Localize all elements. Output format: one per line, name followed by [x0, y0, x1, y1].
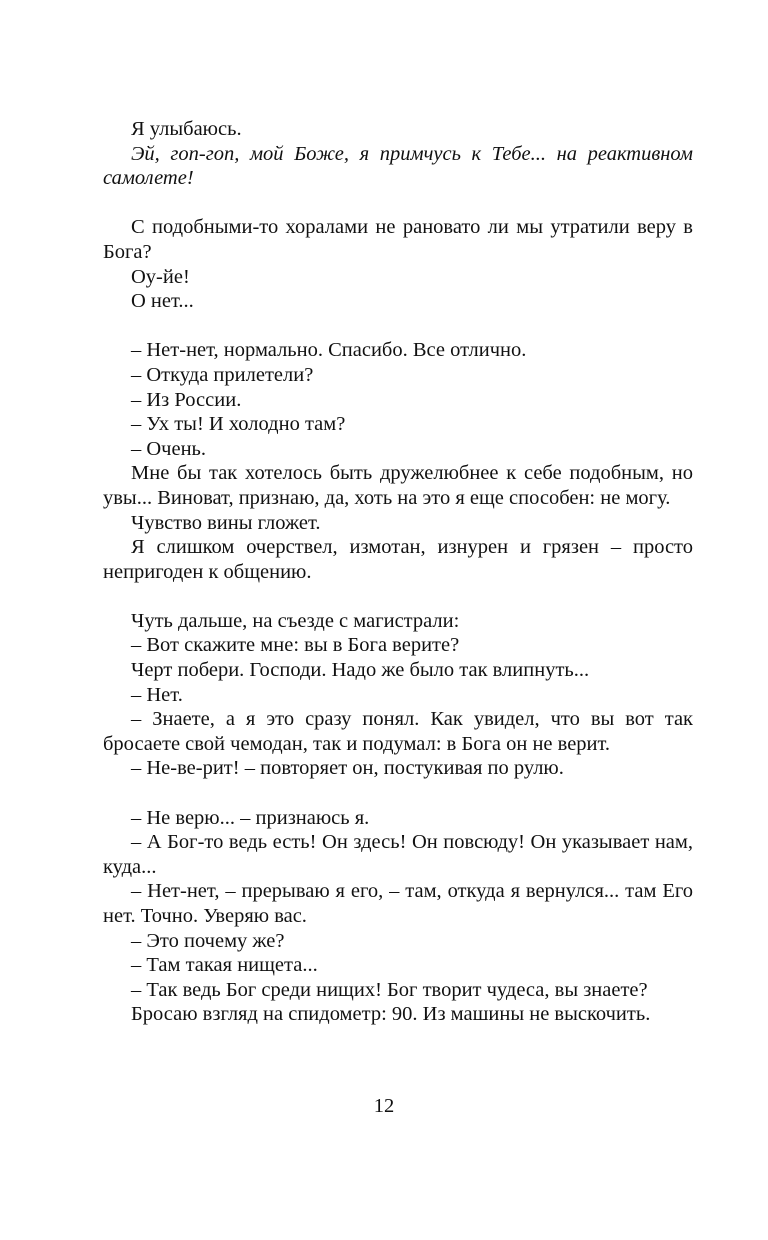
paragraph: Чувство вины гложет. [131, 511, 321, 534]
paragraph: С подобными-то хоралами не рановато ли мы утратили веру в Бога? [103, 216, 693, 263]
dialogue-line: – Нет. [131, 683, 183, 706]
dialogue-line: – Не верю... – признаюсь я. [131, 806, 370, 829]
dialogue-line: – Из России. [131, 388, 242, 411]
dialogue-line: – Не-ве-рит! – повторяет он, постукивая по рулю. [131, 757, 564, 780]
paragraph: Бросаю взгляд на спидометр: 90. Из машины не выскочить. [131, 1003, 651, 1026]
dialogue-line: – А Бог-то ведь есть! Он здесь! Он повсюду! Он указывает нам, куда... [103, 831, 693, 878]
paragraph-italic-song: Эй, гоп-гоп, мой Боже, я примчусь к Тебе... на реактивном самолете! [103, 142, 693, 190]
dialogue-line: – Нет-нет, – прерываю я его, – там, откуда я вернулся... там Его нет. Точно. Уверяю вас. [103, 880, 693, 927]
paragraph-gap [103, 314, 693, 339]
page-text [103, 117, 693, 1027]
dialogue-line: – Ух ты! И холодно там? [131, 413, 346, 436]
dialogue-line: – Там такая нищета... [131, 954, 318, 977]
paragraph-gap [103, 781, 693, 806]
paragraph-gap [103, 191, 693, 216]
dialogue-line: – Это почему же? [131, 929, 285, 952]
dialogue-line: – Так ведь Бог среди нищих! Бог творит чудеса, вы знаете? [131, 978, 648, 1001]
paragraph: О нет... [131, 290, 194, 313]
paragraph: Черт побери. Господи. Надо же было так влипнуть... [131, 659, 590, 682]
paragraph: Я улыбаюсь. [131, 118, 242, 140]
dialogue-line: – Знаете, а я это сразу понял. Как увидел, что вы вот так бросаете свой чемодан, так и подумал: в Бога он не верит. [103, 708, 693, 755]
paragraph-gap [103, 584, 693, 609]
dialogue-line: – Очень. [131, 437, 207, 460]
paragraph: Мне бы так хотелось быть дружелюбнее к себе подобным, но увы... Виноват, признаю, да, хоть на это я еще способен: не могу. [103, 462, 693, 509]
dialogue-line: – Откуда прилетели? [131, 363, 314, 386]
page-number: 12 [373, 1095, 395, 1117]
paragraph: Я слишком очерствел, измотан, изнурен и грязен – просто непригоден к общению. [103, 536, 693, 583]
dialogue-line: – Вот скажите мне: вы в Бога верите? [131, 634, 460, 657]
dialogue-line: – Нет-нет, нормально. Спасибо. Все отлично. [131, 339, 527, 362]
paragraph: Чуть дальше, на съезде с магистрали: [131, 609, 460, 632]
paragraph: Оу-йе! [131, 265, 190, 288]
